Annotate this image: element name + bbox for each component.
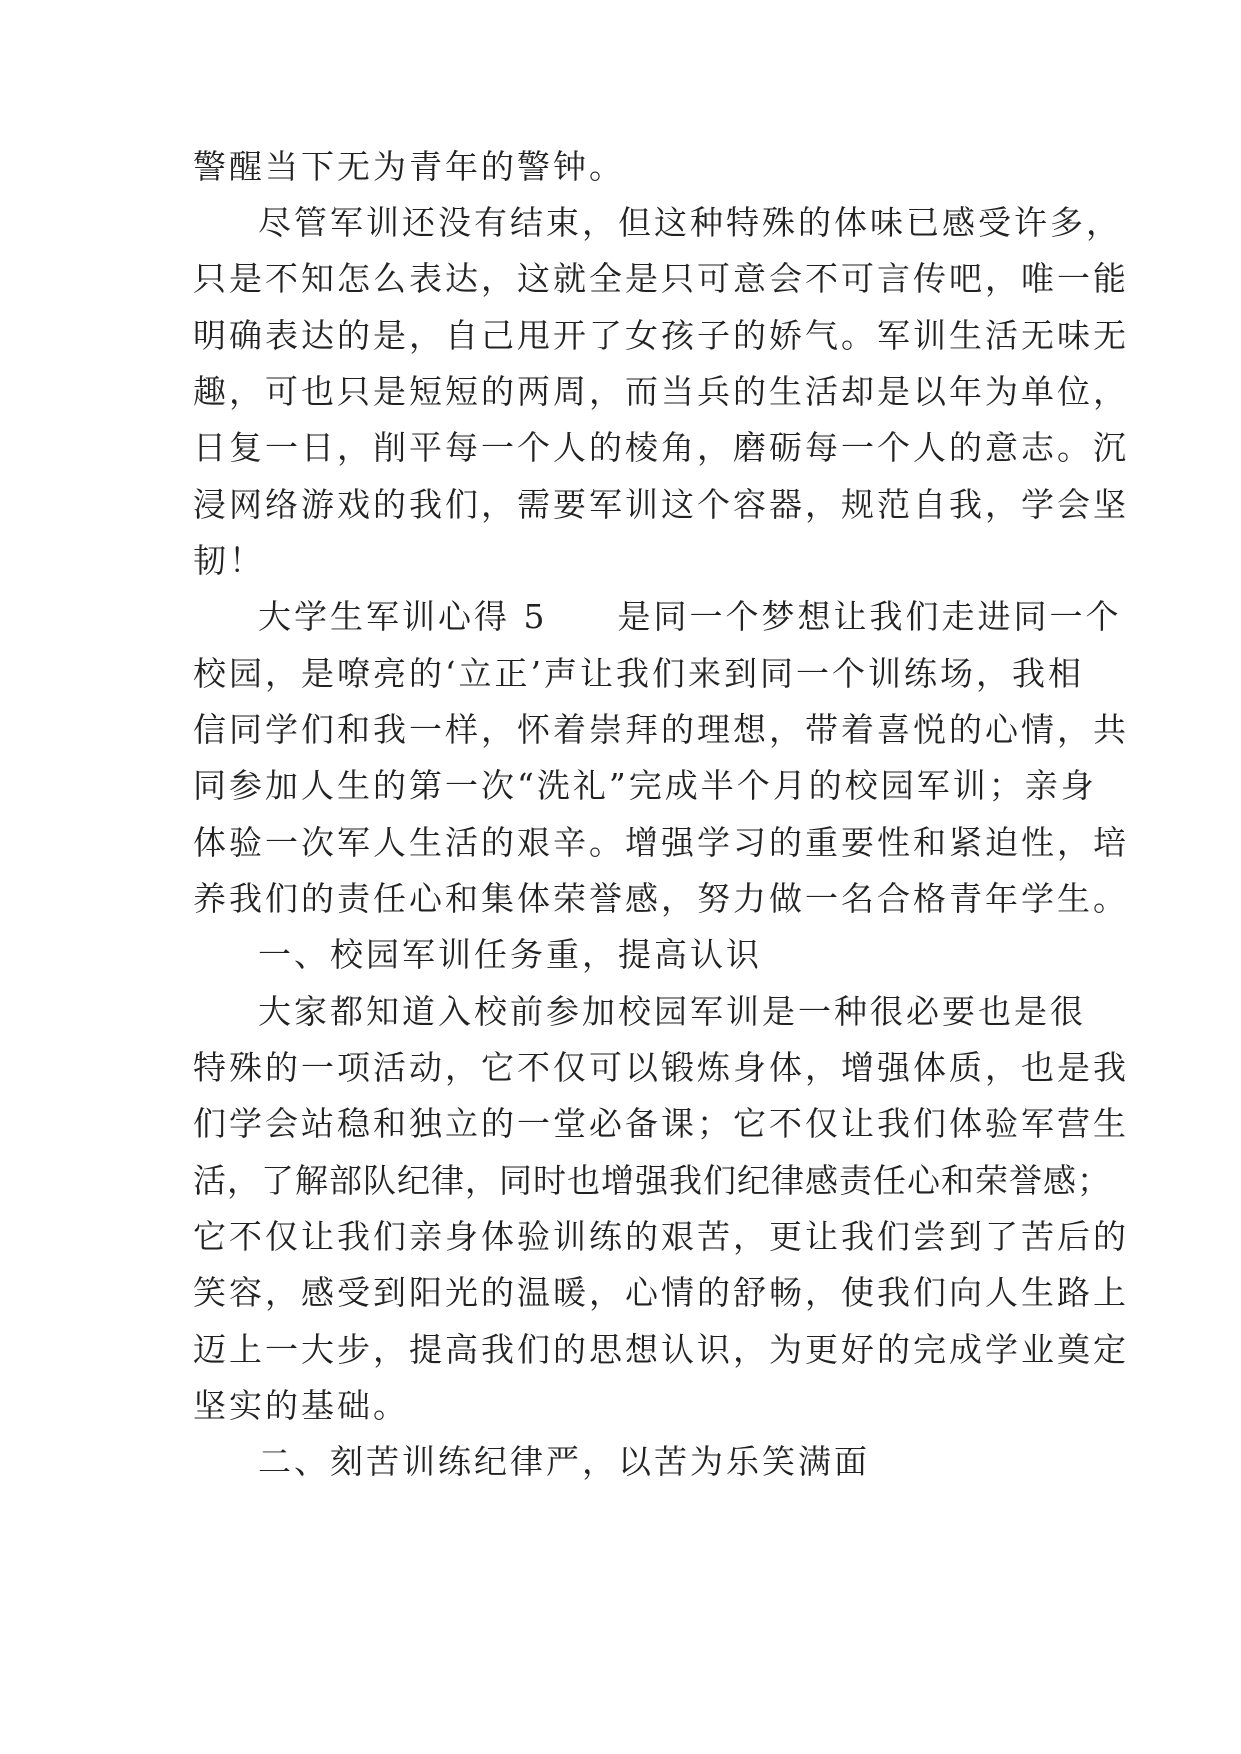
text-line: 笑容，感受到阳光的温暖，心情的舒畅，使我们向人生路上 [193,1273,1129,1312]
text-line: 校园，是嘹亮的‘立正’声让我们来到同一个训练场，我相 [193,654,1084,693]
text-line: 日复一日，削平每一个人的棱角，磨砺每一个人的意志。沉 [193,428,1129,467]
text-line: 只是不知怎么表达，这就全是只可意会不可言传吧，唯一能 [193,259,1129,298]
text-segment: 是同一个梦想让我们走进同一个 [617,597,1122,636]
text-line: 活，了解部队纪律，同时也增强我们纪律感责任心和荣誉感； [193,1161,1111,1200]
section-title: 大学生军训心得 5 [258,597,548,636]
subheading-line: 一、校园军训任务重，提高认识 [258,935,762,974]
text-line: 养我们的责任心和集体荣誉感，努力做一名合格青年学生。 [193,879,1129,918]
text-line: 警醒当下无为青年的警钟。 [193,147,625,186]
text-line: 特殊的一项活动，它不仅可以锻炼身体，增强体质，也是我 [193,1048,1129,1087]
text-line: 趣，可也只是短短的两周，而当兵的生活却是以年为单位， [193,372,1129,411]
text-line: 体验一次军人生活的艰辛。增强学习的重要性和紧迫性，培 [193,823,1129,862]
text-line: 同参加人生的第一次“洗礼”完成半个月的校园军训；亲身 [193,766,1097,805]
text-line: 韧！ [193,541,265,580]
section-heading-line [258,597,1122,637]
text-line: 坚实的基础。 [193,1386,409,1425]
text-line: 们学会站稳和独立的一堂必备课；它不仅让我们体验军营生 [193,1104,1129,1143]
text-line: 明确表达的是，自己甩开了女孩子的娇气。军训生活无味无 [193,316,1129,355]
text-line: 尽管军训还没有结束，但这种特殊的体味已感受许多， [258,203,1122,242]
text-line: 迈上一大步，提高我们的思想认识，为更好的完成学业奠定 [193,1330,1129,1369]
text-line: 大家都知道入校前参加校园军训是一种很必要也是很 [258,992,1086,1031]
text-line: 信同学们和我一样，怀着崇拜的理想，带着喜悦的心情，共 [193,710,1129,749]
subheading-line: 二、刻苦训练纪律严，以苦为乐笑满面 [258,1442,870,1481]
text-line: 浸网络游戏的我们，需要军训这个容器，规范自我，学会坚 [193,485,1129,524]
text-line: 它不仅让我们亲身体验训练的艰苦，更让我们尝到了苦后的 [193,1217,1129,1256]
